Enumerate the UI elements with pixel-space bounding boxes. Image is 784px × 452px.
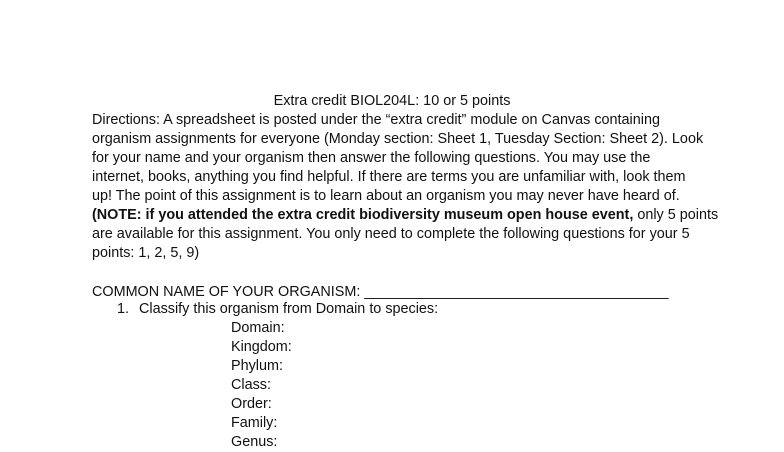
rank-genus: Genus: xyxy=(231,434,278,450)
rank-kingdom: Kingdom: xyxy=(231,339,292,355)
question-1 xyxy=(117,300,438,319)
rank-class: Class: xyxy=(231,377,271,393)
document-title: Extra credit BIOL204L: 10 or 5 points xyxy=(273,93,511,109)
note-rest-text: only 5 points xyxy=(633,207,719,223)
rank-order: Order: xyxy=(231,396,272,412)
taxonomy-rank-list xyxy=(231,319,292,452)
rank-phylum: Phylum: xyxy=(231,358,283,374)
note-line: points: 1, 2, 5, 9) xyxy=(92,245,200,261)
note-line: are available for this assignment. You only need to complete the following questions for your 5 xyxy=(92,226,690,242)
common-name-field: COMMON NAME OF YOUR ORGANISM: ______________________________________ xyxy=(92,284,669,300)
directions-line: Directions: A spreadsheet is posted under the “extra credit” module on Canvas containing xyxy=(92,112,660,128)
note-bold-text: (NOTE: if you attended the extra credit biodiversity museum open house event, xyxy=(92,207,634,223)
directions-paragraph xyxy=(92,111,719,263)
note-line xyxy=(92,206,719,225)
directions-line: for your name and your organism then answer the following questions. You may use the xyxy=(92,150,651,166)
question-text: Classify this organism from Domain to species: xyxy=(139,301,439,317)
directions-line: internet, books, anything you find helpful. If there are terms you are unfamiliar with, look them xyxy=(92,169,686,185)
rank-domain: Domain: xyxy=(231,320,285,336)
directions-line: organism assignments for everyone (Monday section: Sheet 1, Tuesday Section: Sheet 2). Look xyxy=(92,131,704,147)
directions-line: up! The point of this assignment is to learn about an organism you may never have heard of. xyxy=(92,188,680,204)
question-number: 1. xyxy=(117,301,130,317)
rank-family: Family: xyxy=(231,415,278,431)
